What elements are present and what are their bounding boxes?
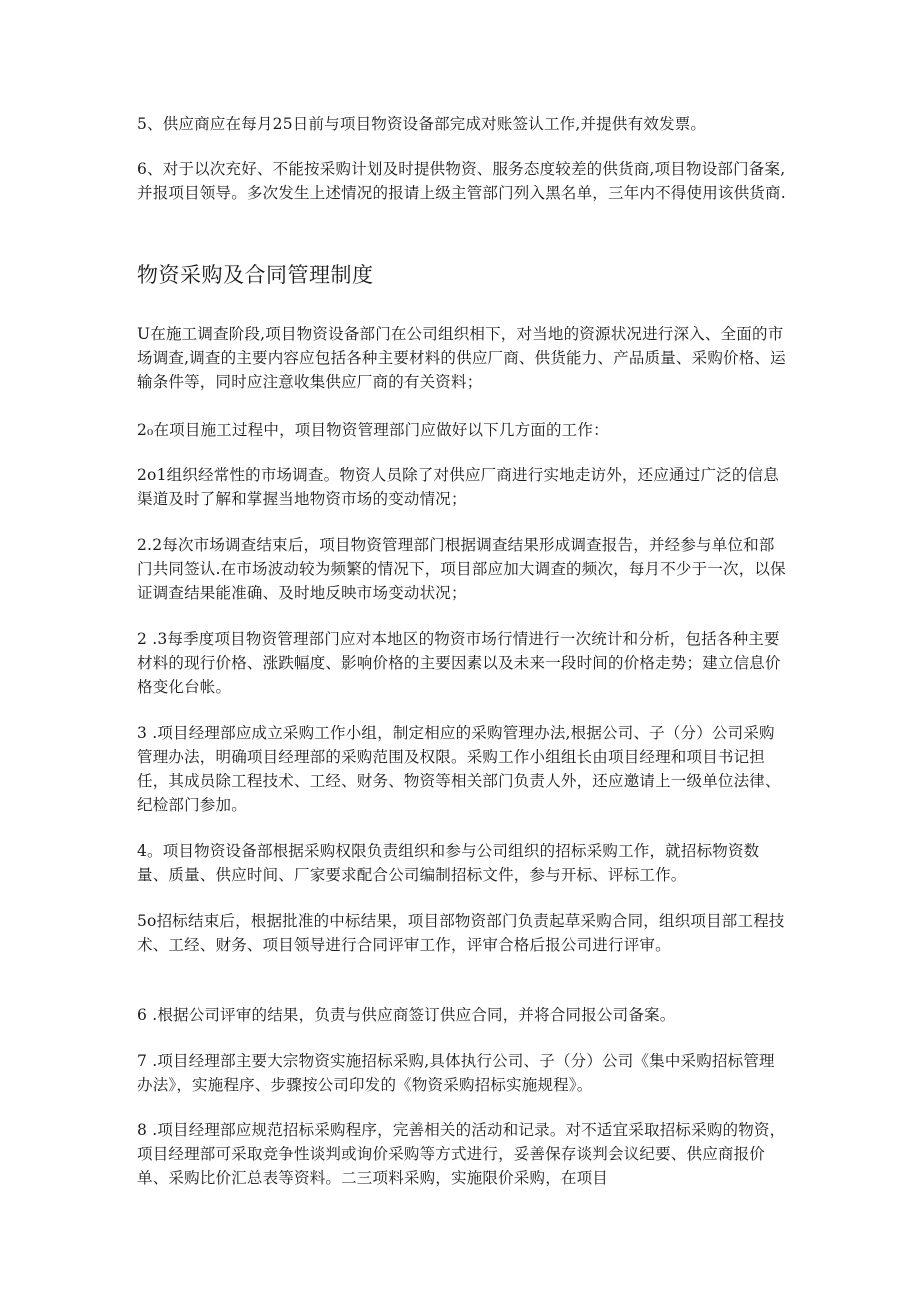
paragraph-2-3: 2 .3每季度项目物资管理部门应对本地区的物资市场行情进行一次统计和分析，包括各种主要材料的现行价格、涨跌幅度、影响价格的主要因素以及未来一段时间的价格走势；建立信息价格变化台帐。 bbox=[137, 630, 781, 696]
paragraph-3: 3 .项目经理部应成立采购工作小组，制定相应的采购管理办法,根据公司、子（分）公司采购管理办法，明确项目经理部的采购范围及权限。采购工作小组组长由项目经理和项目书记担任，其成员除工程技术、工经、财务、物资等相关部门负责人外，还应邀请上一级单位法律、纪检部门参加。 bbox=[137, 724, 781, 814]
paragraph-2-2: 2.2每次市场调查结束后，项目物资管理部门根据调查结果形成调查报告，并经参与单位和部门共同签认.在市场波动较为频繁的情况下，项目部应加大调查的频次，每月不少于一次，以保证调查结果能准确、及时地反映市场变动状况； bbox=[137, 536, 786, 602]
paragraph-item-6: 6、对于以次充好、不能按采购计划及时提供物资、服务态度较差的供货商,项目物设部门备案,并报项目领导。多次发生上述情况的报请上级主管部门列入黑名单，三年内不得使用该供货商. bbox=[137, 160, 786, 202]
paragraph-5: 5o招标结束后，根据批准的中标结果，项目部物资部门负责起草采购合同，组织项目部工程技术、工经、财务、项目领导进行合同评审工作，评审合格后报公司进行评审。 bbox=[137, 912, 785, 954]
paragraph-8: 8 .项目经理部应规范招标采购程序，完善相关的活动和记录。对不适宜采取招标采购的物资，项目经理部可采取竞争性谈判或询价采购等方式进行，妥善保存谈判会议纪要、供应商报价单、采购比价汇总表等资料。二三项料采购，实施限价采购，在项目 bbox=[137, 1121, 786, 1187]
paragraph-2: 2₀在项目施工过程中，项目物资管理部门应做好以下几方面的工作： bbox=[137, 421, 609, 439]
paragraph-2-1: 2o1组织经常性的市场调查。物资人员除了对供应厂商进行实地走访外，还应通过广泛的信息渠道及时了解和掌握当地物资市场的变动情况； bbox=[137, 466, 779, 508]
paragraph-1: U在施工调查阶段,项目物资设备部门在公司组织相下，对当地的资源状况进行深入、全面的市场调查,调查的主要内容应包括各种主要材料的供应厂商、供货能力、产品质量、采购价格、运输条件等，同时应注意收集供应厂商的有关资料； bbox=[137, 325, 786, 391]
section-title: 物资采购及合同管理制度 bbox=[137, 263, 374, 287]
paragraph-6: 6 .根据公司评审的结果，负责与供应商签订供应合同，并将合同报公司备案。 bbox=[137, 1006, 676, 1024]
paragraph-item-5: 5、供应商应在每月25日前与项目物资设备部完成对账签认工作,并提供有效发票。 bbox=[137, 115, 707, 133]
paragraph-7: 7 .项目经理部主要大宗物资实施招标采购,具体执行公司、子（分）公司《集中采购招标管理办法》，实施程序、步骤按公司印发的《物资采购招标实施规程》。 bbox=[137, 1052, 775, 1094]
paragraph-4: 4。项目物资设备部根据采购权限负责组织和参与公司组织的招标采购工作，就招标物资数量、质量、供应时间、厂家要求配合公司编制招标文件，参与开标、评标工作。 bbox=[137, 842, 760, 884]
